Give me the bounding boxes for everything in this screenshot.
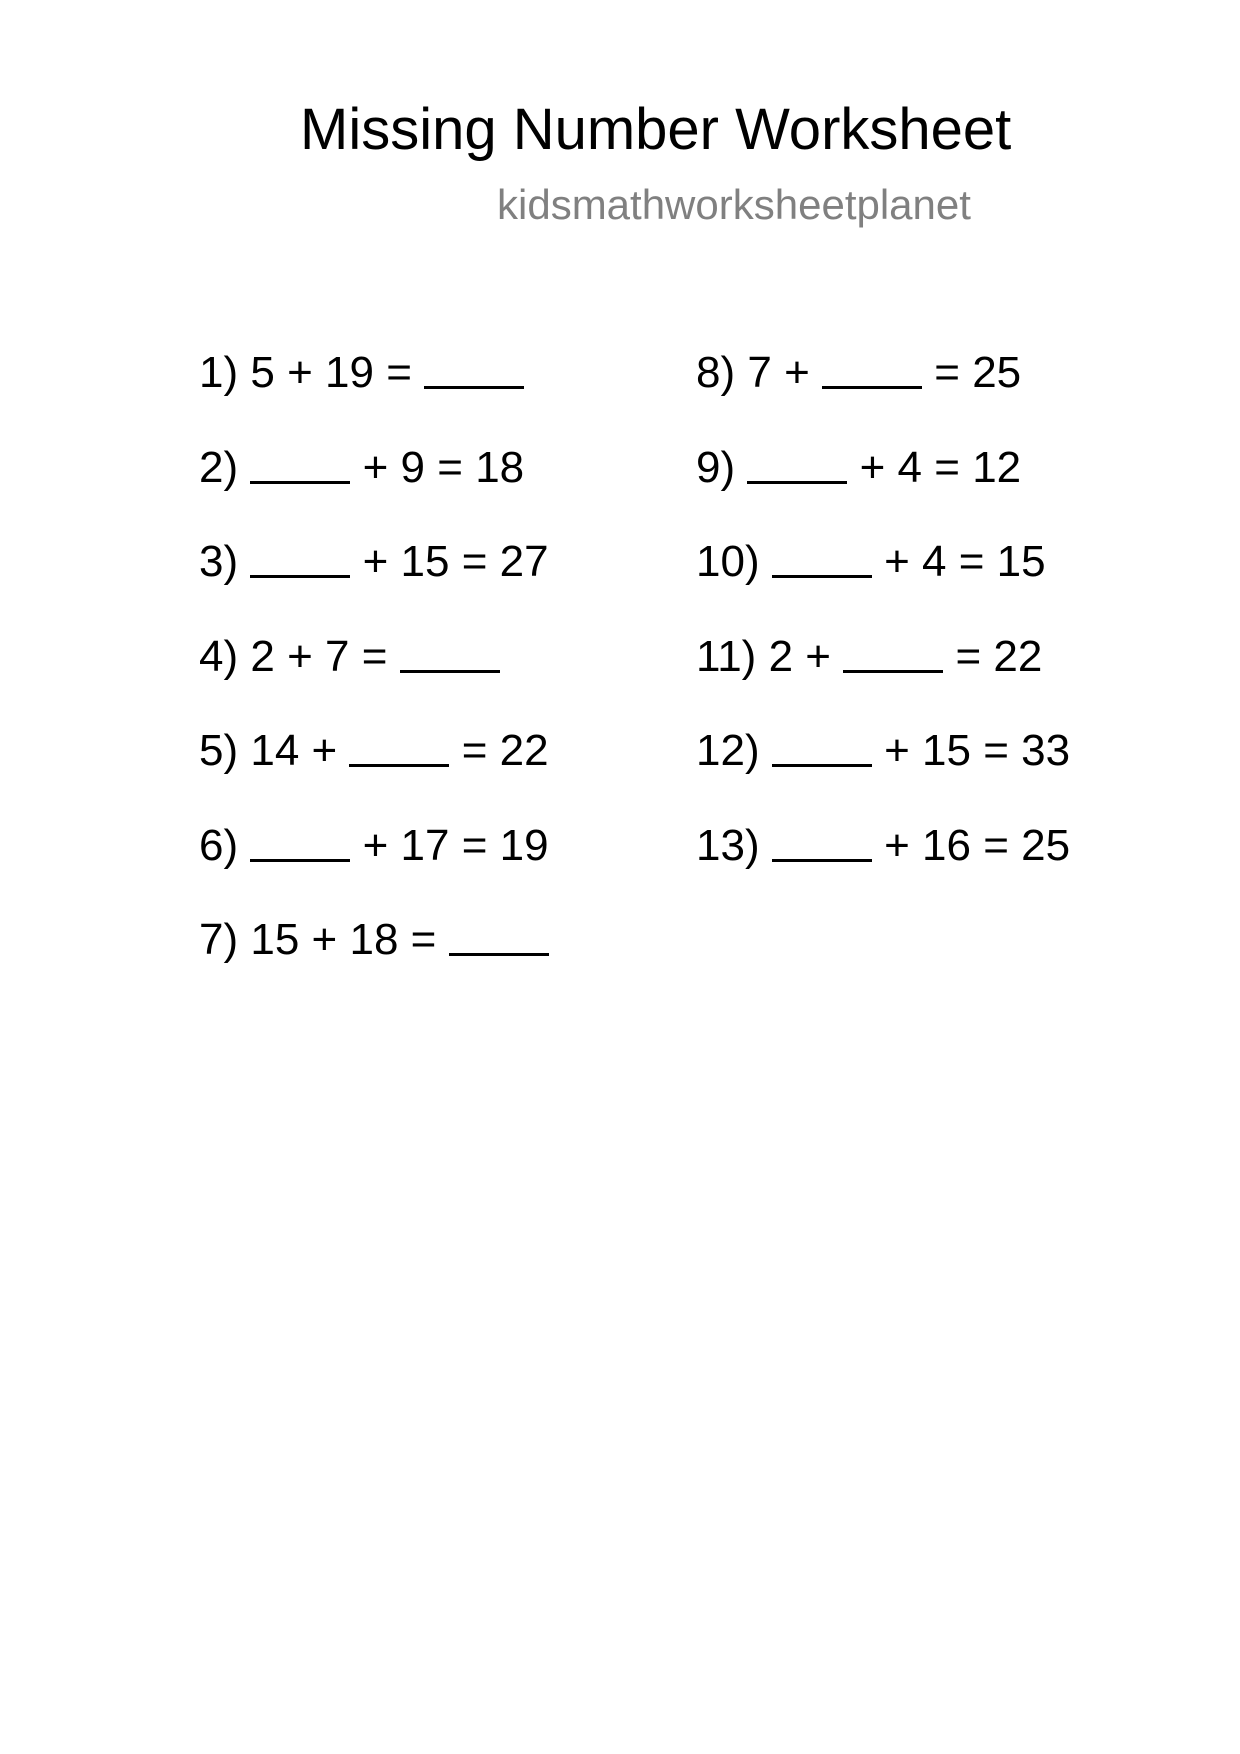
addend-a: 14 bbox=[250, 726, 300, 775]
plus-sign: + bbox=[859, 442, 886, 492]
equals-sign: = bbox=[955, 631, 982, 681]
problem-row bbox=[199, 913, 549, 1008]
addend-b: 4 bbox=[897, 442, 923, 492]
answer-blank[interactable] bbox=[772, 859, 872, 862]
plus-sign: + bbox=[884, 820, 910, 870]
sum: 27 bbox=[499, 537, 549, 586]
sum: 33 bbox=[1021, 726, 1071, 775]
answer-blank[interactable] bbox=[843, 670, 943, 673]
equals-sign: = bbox=[437, 442, 463, 492]
problem-row bbox=[199, 630, 549, 725]
plus-sign: + bbox=[311, 726, 338, 775]
problem-number: 9) bbox=[696, 442, 736, 492]
problem-number: 5) bbox=[199, 726, 239, 775]
plus-sign: + bbox=[362, 537, 389, 586]
plus-sign: + bbox=[884, 537, 910, 586]
problem-number: 1) bbox=[199, 348, 239, 397]
addend-a: 2 bbox=[250, 631, 275, 681]
problem-number: 6) bbox=[199, 820, 239, 870]
answer-blank[interactable] bbox=[400, 670, 500, 673]
answer-blank[interactable] bbox=[772, 764, 872, 767]
answer-blank[interactable] bbox=[250, 575, 350, 578]
addend-a: 2 bbox=[768, 631, 794, 681]
addend-a: 7 bbox=[747, 348, 772, 397]
equals-sign: = bbox=[461, 726, 488, 775]
sum: 15 bbox=[996, 537, 1046, 586]
plus-sign: + bbox=[287, 348, 313, 397]
problem-row bbox=[199, 819, 549, 914]
equals-sign: = bbox=[983, 820, 1009, 870]
problem-number: 12) bbox=[696, 726, 760, 775]
equals-sign: = bbox=[410, 915, 437, 964]
addend-b: 18 bbox=[349, 915, 399, 964]
equals-sign: = bbox=[958, 537, 985, 586]
equals-sign: = bbox=[361, 631, 388, 681]
addend-b: 7 bbox=[325, 631, 350, 681]
sum: 25 bbox=[972, 348, 1022, 397]
problem-number: 4) bbox=[199, 631, 239, 681]
equals-sign: = bbox=[461, 820, 488, 870]
sum: 25 bbox=[1021, 820, 1071, 870]
answer-blank[interactable] bbox=[250, 859, 350, 862]
problem-number: 7) bbox=[199, 915, 239, 964]
page-title: Missing Number Worksheet bbox=[300, 97, 1012, 162]
problem-number: 8) bbox=[696, 348, 736, 397]
plus-sign: + bbox=[805, 631, 831, 681]
plus-sign: + bbox=[362, 442, 389, 492]
addend-b: 4 bbox=[922, 537, 947, 586]
problem-row bbox=[696, 535, 1070, 630]
equals-sign: = bbox=[386, 348, 412, 397]
plus-sign: + bbox=[287, 631, 313, 681]
sum: 19 bbox=[499, 820, 549, 870]
addend-a: 5 bbox=[250, 348, 275, 397]
addend-b: 17 bbox=[400, 820, 450, 870]
problem-number: 13) bbox=[696, 820, 760, 870]
plus-sign: + bbox=[784, 348, 810, 397]
problem-number: 2) bbox=[199, 442, 239, 492]
addend-b: 19 bbox=[325, 348, 374, 397]
problem-number: 10) bbox=[696, 537, 760, 586]
problem-number: 3) bbox=[199, 537, 239, 586]
problem-row bbox=[696, 724, 1070, 819]
addend-b: 16 bbox=[922, 820, 971, 870]
sum: 18 bbox=[475, 442, 525, 492]
problem-number: 11) bbox=[696, 631, 757, 681]
addend-a: 15 bbox=[250, 915, 300, 964]
problem-row bbox=[199, 724, 549, 819]
equals-sign: = bbox=[983, 726, 1009, 775]
answer-blank[interactable] bbox=[772, 575, 872, 578]
equals-sign: = bbox=[934, 348, 960, 397]
answer-blank[interactable] bbox=[747, 481, 847, 484]
plus-sign: + bbox=[884, 726, 910, 775]
problem-row bbox=[199, 535, 549, 630]
addend-b: 15 bbox=[400, 537, 450, 586]
plus-sign: + bbox=[362, 820, 389, 870]
answer-blank[interactable] bbox=[822, 386, 922, 389]
addend-b: 15 bbox=[922, 726, 971, 775]
addend-b: 9 bbox=[400, 442, 426, 492]
problems-left-column bbox=[199, 346, 549, 1008]
problem-row bbox=[199, 441, 549, 536]
problem-row bbox=[199, 346, 549, 441]
problem-row bbox=[696, 441, 1070, 536]
answer-blank[interactable] bbox=[349, 764, 449, 767]
problem-row bbox=[696, 819, 1070, 914]
problems-right-column bbox=[696, 346, 1070, 913]
problem-row bbox=[696, 346, 1070, 441]
sum: 12 bbox=[972, 442, 1022, 492]
sum: 22 bbox=[993, 631, 1043, 681]
answer-blank[interactable] bbox=[449, 953, 549, 956]
answer-blank[interactable] bbox=[250, 481, 350, 484]
sum: 22 bbox=[499, 726, 549, 775]
answer-blank[interactable] bbox=[424, 386, 524, 389]
problem-row bbox=[696, 630, 1070, 725]
site-watermark: kidsmathworksheetplanet bbox=[497, 181, 971, 228]
equals-sign: = bbox=[934, 442, 960, 492]
equals-sign: = bbox=[461, 537, 488, 586]
plus-sign: + bbox=[311, 915, 338, 964]
